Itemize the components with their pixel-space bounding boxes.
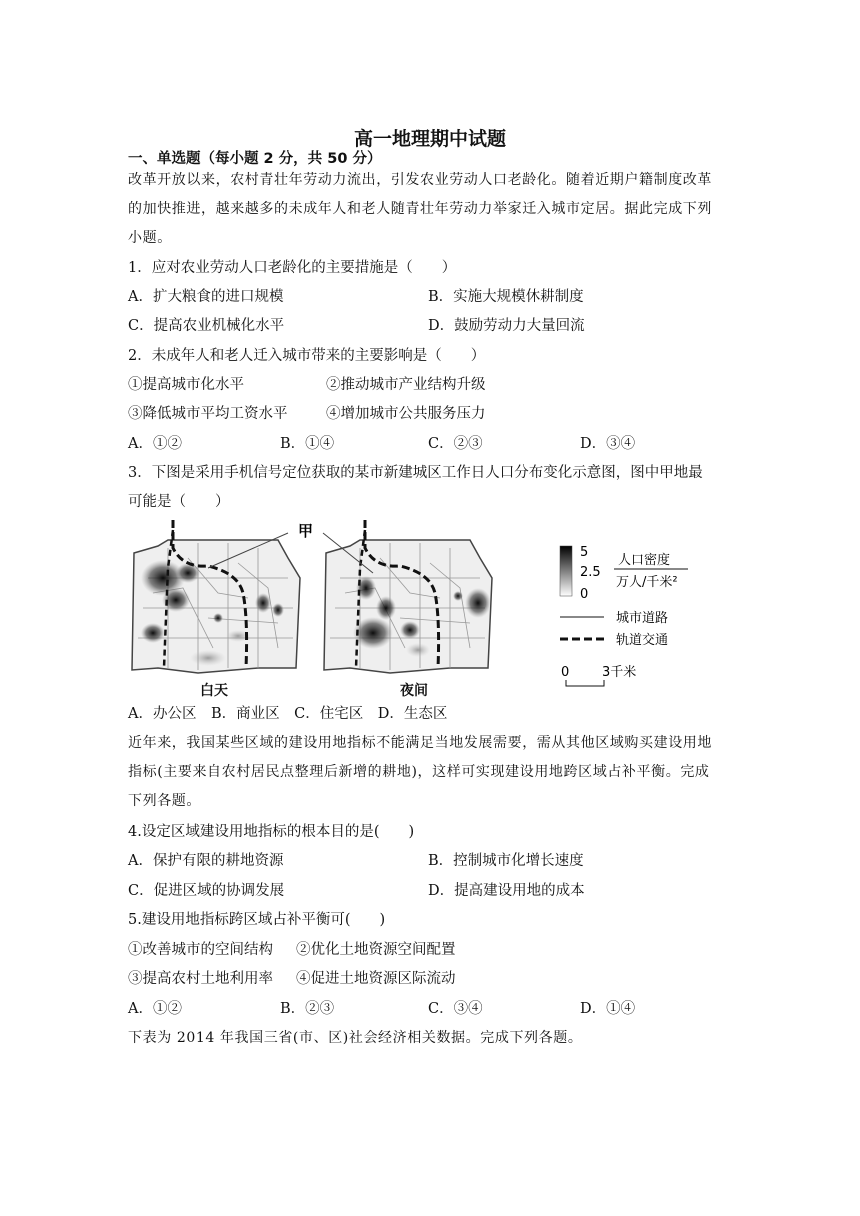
q2-item-4: ④增加城市公共服务压力: [326, 406, 486, 422]
intro-paragraph-line: 指标(主要来自农村居民点整理后新增的耕地)，这样可实现建设用地跨区域占补平衡。完成: [128, 764, 710, 780]
q1-option-b[interactable]: B．实施大规模休耕制度: [428, 289, 584, 305]
map-legend: [560, 545, 688, 686]
legend-max: 5: [580, 545, 589, 560]
question-1-stem: 1．应对农业劳动人口老龄化的主要措施是（ ）: [128, 260, 457, 276]
population-map-figure: [128, 518, 738, 698]
legend-rail: 轨道交通: [616, 633, 669, 648]
night-map: [323, 520, 492, 673]
intro-paragraph-line: 下列各题。: [128, 793, 201, 809]
q1-option-a[interactable]: A．扩大粮食的进口规模: [128, 289, 284, 305]
q5-option-d[interactable]: D．①④: [580, 1001, 636, 1017]
q2-option-b[interactable]: B．①④: [280, 436, 335, 452]
q1-option-c[interactable]: C．提高农业机械化水平: [128, 318, 285, 334]
question-5-stem: 5.建设用地指标跨区域占补平衡可( ): [128, 912, 386, 928]
question-3-stem-line: 3．下图是采用手机信号定位获取的某市新建城区工作日人口分布变化示意图，图中甲地最: [128, 465, 703, 481]
q2-item-1: ①提高城市化水平: [128, 377, 244, 393]
scale-bar: [566, 680, 604, 686]
q2-option-d[interactable]: D．③④: [580, 436, 636, 452]
question-2-stem: 2．未成年人和老人迁入城市带来的主要影响是（ ）: [128, 348, 486, 364]
intro-paragraph-line: 小题。: [128, 230, 172, 246]
question-3-stem-line: 可能是（ ）: [128, 494, 230, 510]
q5-option-b[interactable]: B．②③: [280, 1001, 335, 1017]
q4-option-d[interactable]: D．提高建设用地的成本: [428, 883, 585, 899]
intro-paragraph-line: 下表为 2014 年我国三省(市、区)社会经济相关数据。完成下列各题。: [128, 1030, 583, 1046]
legend-min: 0: [580, 587, 589, 602]
legend-mid: 2.5: [580, 565, 601, 580]
q5-option-a[interactable]: A．①②: [128, 1001, 182, 1017]
q5-item-3: ③提高农村土地利用率: [128, 971, 273, 987]
caption-night: 夜间: [400, 683, 428, 699]
q2-item-2: ②推动城市产业结构升级: [326, 377, 486, 393]
q5-item-1: ①改善城市的空间结构: [128, 942, 273, 958]
legend-title: 人口密度: [618, 553, 671, 568]
legend-unit: 万人/千米²: [616, 575, 678, 590]
q2-option-c[interactable]: C．②③: [428, 436, 483, 452]
q5-option-c[interactable]: C．③④: [428, 1001, 483, 1017]
intro-paragraph-line: 近年来，我国某些区域的建设用地指标不能满足当地发展需要，需从其他区域购买建设用地: [128, 735, 712, 751]
scale-label: 3千米: [602, 665, 637, 680]
marker-jia-label: 甲: [298, 522, 314, 540]
q4-option-b[interactable]: B．控制城市化增长速度: [428, 853, 584, 869]
day-map: [132, 520, 300, 673]
q4-option-a[interactable]: A．保护有限的耕地资源: [128, 853, 284, 869]
q2-option-a[interactable]: A．①②: [128, 436, 182, 452]
legend-road: 城市道路: [616, 611, 669, 626]
q4-option-c[interactable]: C．促进区域的协调发展: [128, 883, 285, 899]
caption-day: 白天: [200, 683, 228, 699]
question-3-options[interactable]: A．办公区 B．商业区 C．住宅区 D．生态区: [128, 706, 448, 722]
page-title: 高一地理期中试题: [353, 128, 506, 150]
q5-item-4: ④促进土地资源区际流动: [296, 971, 456, 987]
q1-option-d[interactable]: D．鼓励劳动力大量回流: [428, 318, 585, 334]
intro-paragraph-line: 的加快推进，越来越多的未成年人和老人随青壮年劳动力举家迁入城市定居。据此完成下列: [128, 201, 712, 217]
section-heading: 一、单选题（每小题 2 分，共 50 分）: [128, 151, 382, 167]
q5-item-2: ②优化土地资源空间配置: [296, 942, 456, 958]
intro-paragraph-line: 改革开放以来，农村青壮年劳动力流出，引发农业劳动人口老龄化。随着近期户籍制度改革: [128, 172, 712, 188]
question-4-stem: 4.设定区域建设用地指标的根本目的是( ): [128, 824, 415, 840]
scale-zero: 0: [561, 665, 570, 680]
q2-item-3: ③降低城市平均工资水平: [128, 406, 288, 422]
